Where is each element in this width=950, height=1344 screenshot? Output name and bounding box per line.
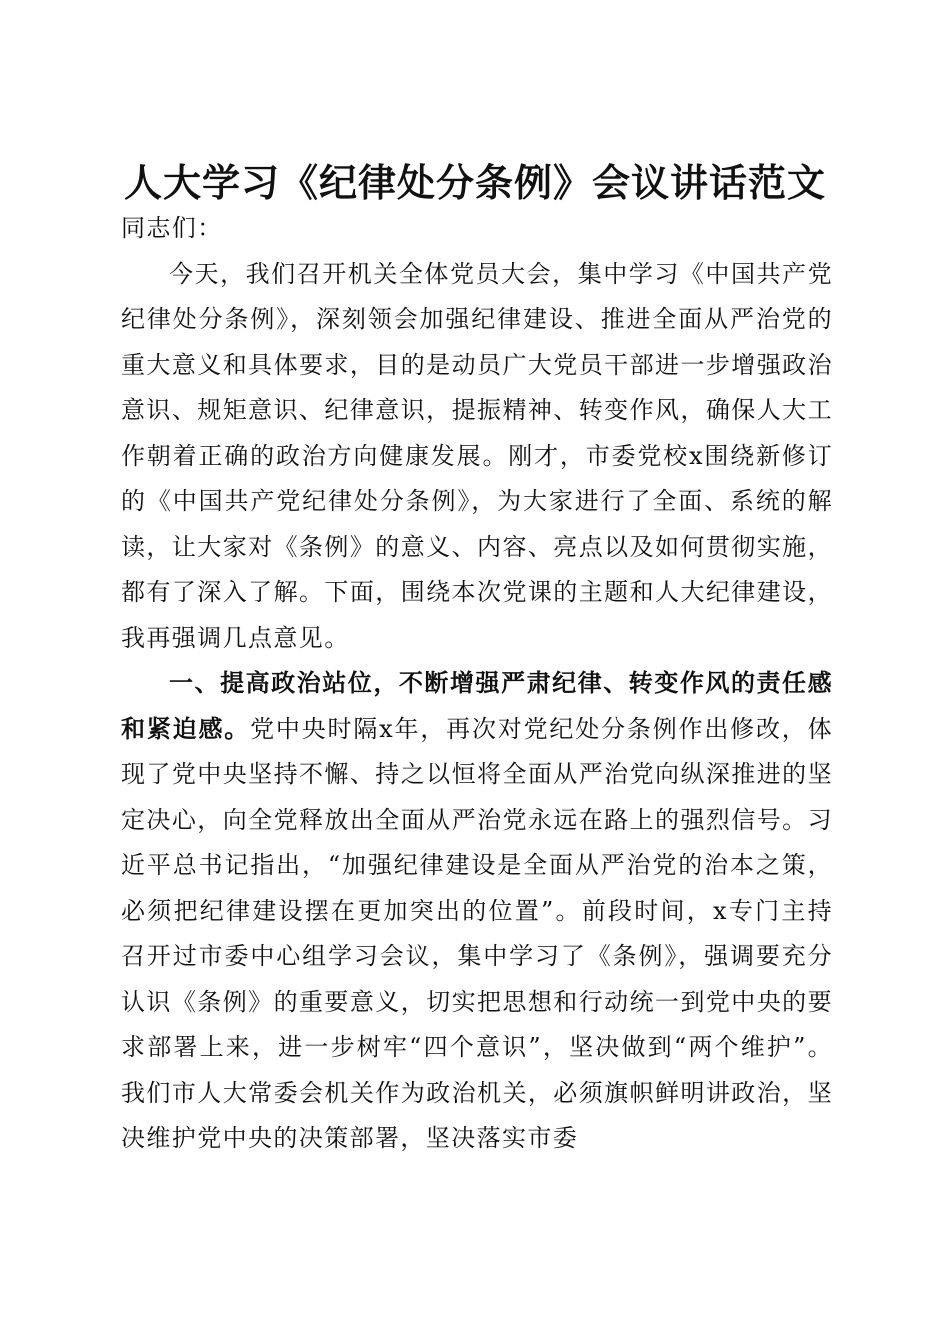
document-title: 人大学习《纪律处分条例》会议讲话范文	[123, 160, 826, 206]
section-1-text: 党中央时隔x年，再次对党纪处分条例作出修改，体现了党中央坚持不懈、持之以恒将全面从严治党向纵深推进的坚定决心，向全党释放出全面从严治党永远在路上的强烈信号。习近平总书记指出，“加强纪律建设是全面从严治党的治本之策，必须把纪律建设摆在更加突出的位置”。前段时间，x专门主持召开过市委中心组学习会议，集中学习了《条例》，强调要充分认识《条例》的重要意义，切实把思想和行动统一到党中央的要求部署上来，进一步树牢“四个意识”，坚决做到“两个维护”。我们市人大常委会机关作为政治机关，必须旗帜鲜明讲政治，坚决维护党中央的决策部署，坚决落实市委	[121, 714, 834, 1152]
section-1-heading: 一、提高政治站位，不断增强严肃纪律、转变作风的责任感和紧迫感。	[121, 669, 833, 743]
paragraph-section-1	[121, 661, 833, 1162]
document-body	[121, 206, 833, 1162]
paragraph-intro: 今天，我们召开机关全体党员大会，集中学习《中国共产党纪律处分条例》，深刻领会加强纪律建设、推进全面从严治党的重大意义和具体要求，目的是动员广大党员干部进一步增强政治意识、规矩意识、纪律意识，提振精神、转变作风，确保人大工作朝着正确的政治方向健康发展。刚才，市委党校x围绕新修订的《中国共产党纪律处分条例》，为大家进行了全面、系统的解读，让大家对《条例》的意义、内容、亮点以及如何贯彻实施，都有了深入了解。下面，围绕本次党课的主题和人大纪律建设，我再强调几点意见。	[121, 259, 833, 652]
salutation: 同志们：	[121, 214, 223, 242]
